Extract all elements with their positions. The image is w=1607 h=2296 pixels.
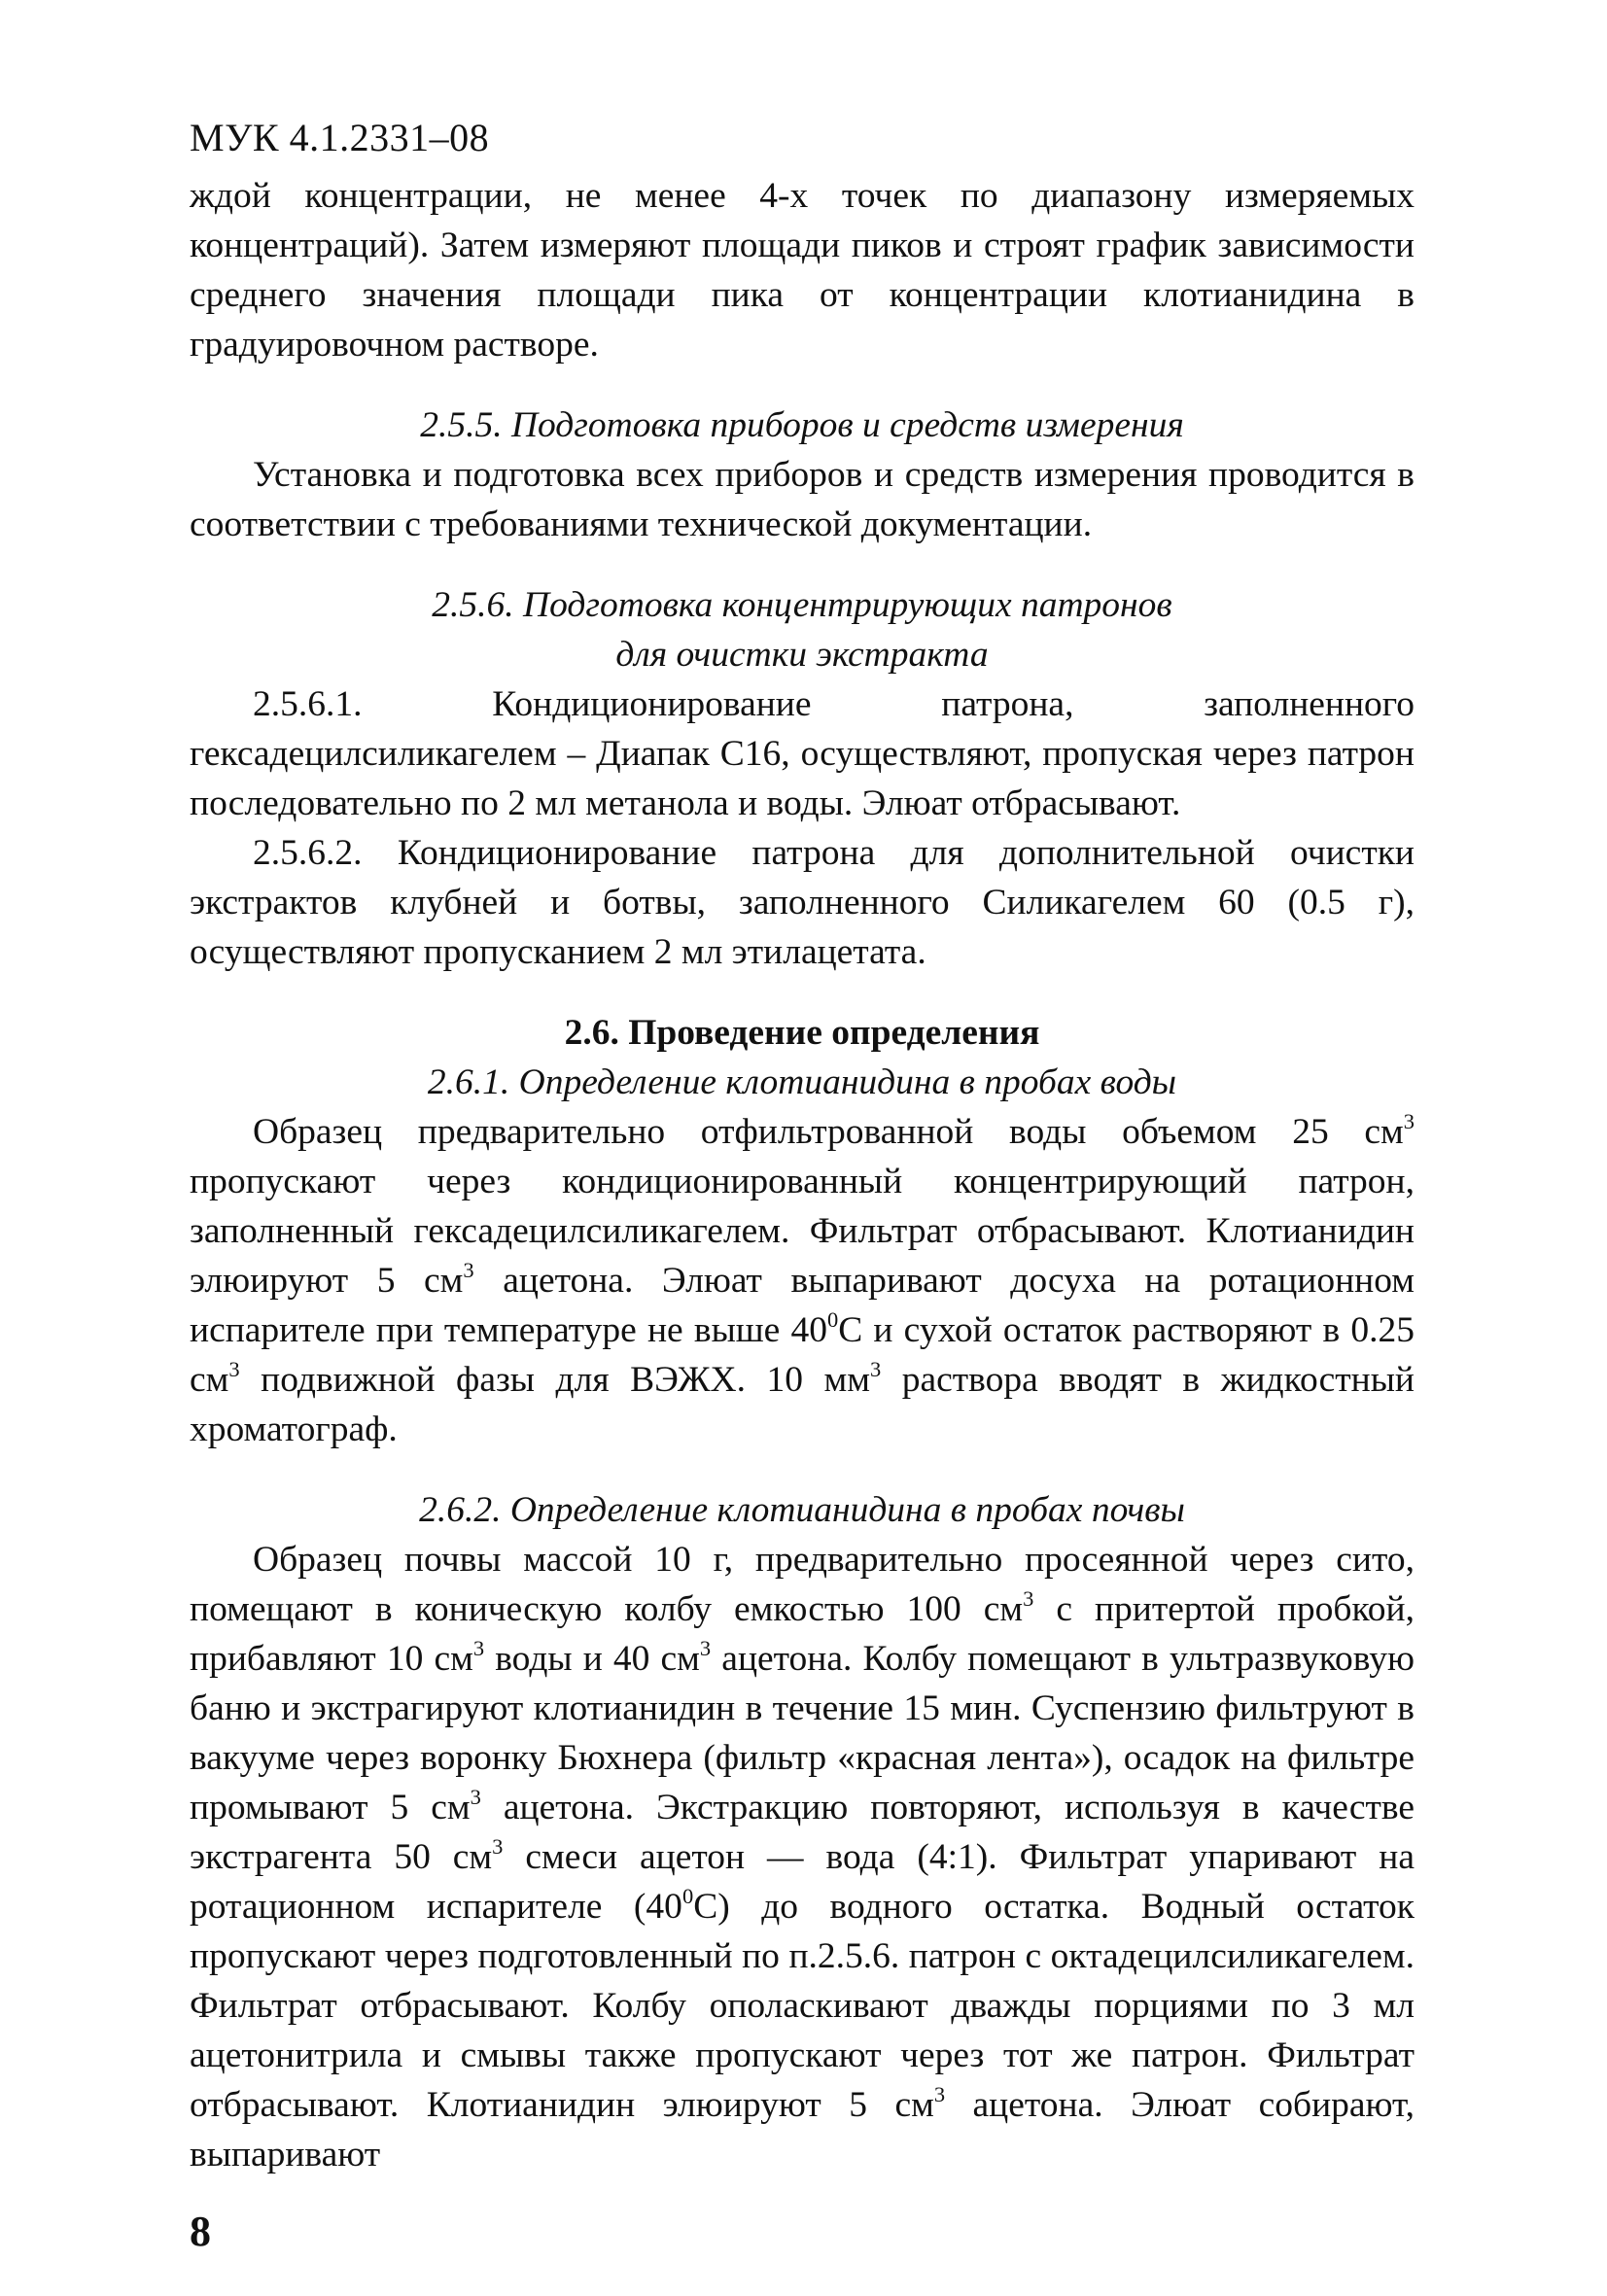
section-2-5-6-title-line1: 2.5.6. Подготовка концентрирующих патронов [432, 585, 1172, 625]
document-page [190, 115, 1415, 2179]
superscript-cube: 3 [228, 1357, 240, 1382]
text-run: с притертой пробкой, прибавляют 10 см [190, 1589, 1415, 1679]
text-run: ацетона. Экстракцию повторяют, используя в качестве экстрагента 50 см [190, 1788, 1415, 1877]
text-run: Образец почвы массой 10 г, предварительно просеянной через сито, помещают в коническую колбу емкостью 100 см [190, 1540, 1415, 1629]
superscript-degree: 0 [826, 1307, 839, 1333]
section-2-6-1-paragraph [190, 1107, 1415, 1454]
section-2-6-2-paragraph [190, 1535, 1415, 2179]
superscript-cube: 3 [1403, 1109, 1415, 1134]
superscript-cube: 3 [869, 1357, 882, 1382]
section-2-6-2-title: 2.6.2. Определение клотианидина в пробах почвы [419, 1490, 1185, 1530]
superscript-cube: 3 [472, 1636, 485, 1661]
page-number: 8 [190, 2208, 211, 2255]
text-run: ацетона. Колбу помещают в ультразвуковую баню и экстрагируют клотианидин в течение 15 мин. Суспензию фильтруют в вакууме через воронку Бюхнера (фильтр «красная лента»), осадок на фильтре промывают 5 см [190, 1639, 1415, 1827]
section-2-5-6-1-paragraph: 2.5.6.1. Кондиционирование патрона, заполненного гексадецилсиликагелем – Диапак С16, осуществляют, пропуская через патрон последовательно по 2 мл метанола и воды. Элюат отбрасывают. [190, 684, 1415, 823]
section-2-5-5-title: 2.5.5. Подготовка приборов и средств измерения [420, 405, 1184, 445]
text-run: воды и 40 см [484, 1639, 700, 1679]
section-2-5-5-text: Установка и подготовка всех приборов и средств измерения проводится в соответствии с требованиями технической документации. [190, 455, 1415, 544]
text-run: С) до водного остатка. Водный остаток пропускают через подготовленный по п.2.5.6. патрон с октадецилсиликагелем. Фильтрат отбрасывают. Колбу ополаскивают дважды порциями по 3 мл ацетонитрила и смывы также пропускают через тот же патрон. Фильтрат отбрасывают. Клотианидин элюируют 5 см [190, 1887, 1415, 2125]
text-run: С и сухой остаток растворяют в 0.25 см [190, 1310, 1415, 1400]
section-2-5-6-2-paragraph: 2.5.6.2. Кондиционирование патрона для дополнительной очистки экстрактов клубней и ботвы, заполненного Силикагелем 60 (0.5 г), осуществляют пропусканием 2 мл этилацетата. [190, 833, 1415, 972]
superscript-cube: 3 [699, 1636, 712, 1661]
section-2-6-1-title: 2.6.1. Определение клотианидина в пробах воды [427, 1062, 1177, 1102]
text-run: ацетона. Элюат собирают, выпаривают [190, 2085, 1415, 2174]
intro-paragraph: ждой концентрации, не менее 4-х точек по диапазону измеряемых концентраций). Затем измеряют площади пиков и строят график зависимости среднего значения площади пика от концентрации клотианидина в градуировочном растворе. [190, 176, 1415, 365]
text-run: смеси ацетон — вода (4:1). Фильтрат упаривают на ротационном испарителе (40 [190, 1837, 1415, 1927]
text-run: пропускают через кондиционированный концентрирующий патрон, заполненный гексадецилсиликагелем. Фильтрат отбрасывают. Клотианидин элюируют 5 см [190, 1162, 1415, 1301]
section-2-6-title: 2.6. Проведение определения [564, 1013, 1040, 1053]
text-run: раствора вводят в жидкостный хроматограф. [190, 1360, 1415, 1449]
section-2-5-6-title-line2: для очистки экстракта [615, 635, 989, 675]
superscript-cube: 3 [933, 2082, 946, 2107]
document-code: МУК 4.1.2331–08 [190, 116, 490, 159]
text-run: подвижной фазы для ВЭЖХ. 10 мм [239, 1360, 870, 1400]
superscript-cube: 3 [463, 1258, 474, 1283]
text-run: Образец предварительно отфильтрованной воды объемом 25 см [253, 1112, 1404, 1152]
superscript-cube: 3 [1023, 1586, 1034, 1612]
superscript-cube: 3 [492, 1834, 504, 1860]
superscript-degree: 0 [681, 1884, 694, 1909]
superscript-cube: 3 [470, 1785, 481, 1810]
text-run: ацетона. Элюат выпаривают досуха на ротационном испарителе при температуре не выше 40 [190, 1261, 1415, 1350]
